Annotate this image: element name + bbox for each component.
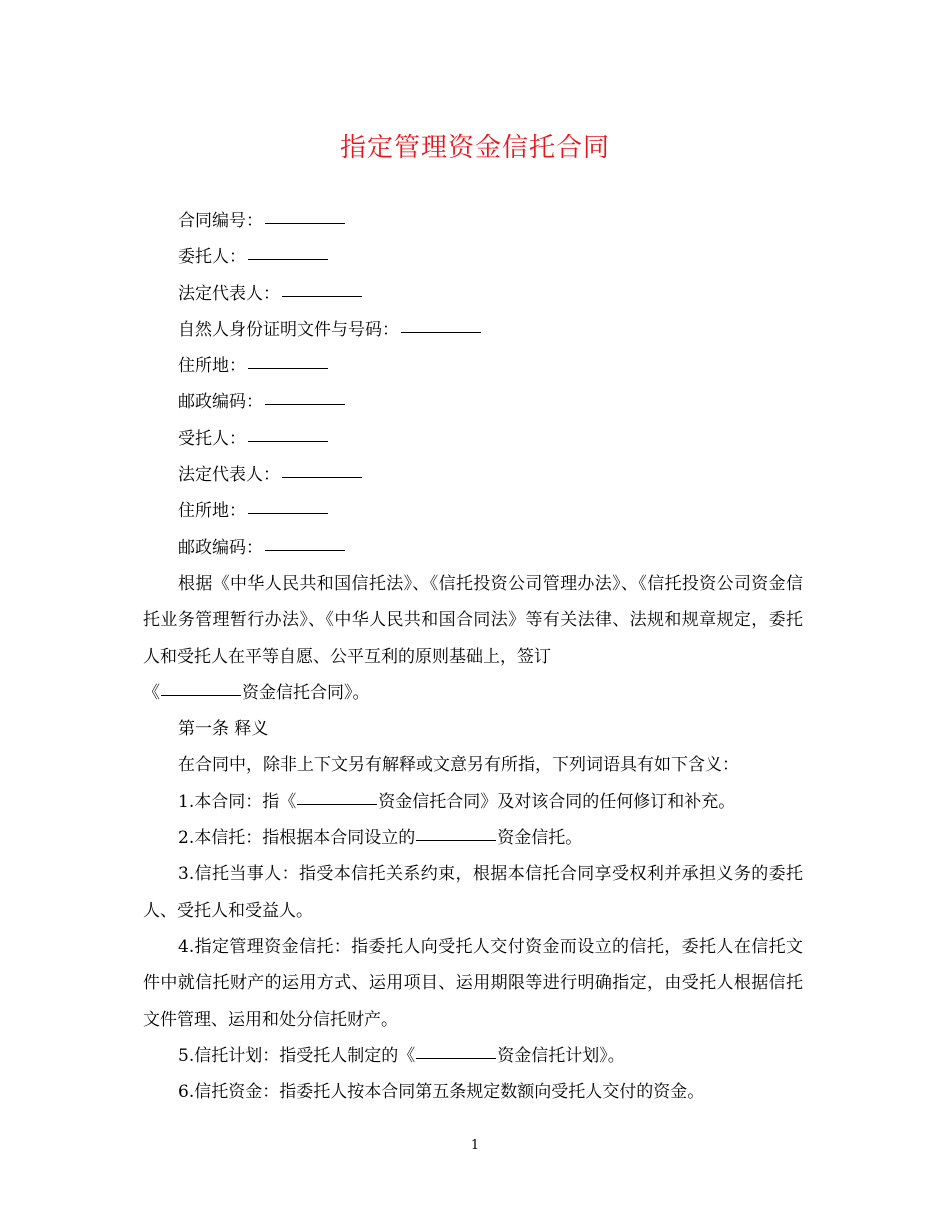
fill-in-blank bbox=[161, 694, 241, 696]
document-title: 指定管理资金信托合同 bbox=[339, 133, 610, 163]
field-contract-no bbox=[143, 203, 803, 239]
fill-in-blank bbox=[265, 403, 345, 405]
fill-in-blank bbox=[248, 258, 328, 260]
field-trustee-postcode bbox=[143, 530, 803, 566]
field-truster-postcode bbox=[143, 384, 803, 420]
field-truster-representative bbox=[143, 276, 803, 312]
field-trustee-address bbox=[143, 493, 803, 529]
field-label: 法定代表人： bbox=[178, 283, 280, 304]
field-label: 住所地： bbox=[178, 501, 246, 522]
page-number: 1 bbox=[470, 1138, 480, 1153]
fill-in-blank bbox=[297, 803, 377, 805]
definition-item-1 bbox=[143, 784, 803, 820]
definition-text: 2.本信托：指根据本合同设立的 bbox=[178, 828, 416, 849]
definition-text: 资金信托合同》及对该合同的任何修订和补充。 bbox=[378, 791, 736, 812]
field-label: 邮政编码： bbox=[178, 537, 263, 558]
definition-text: 资金信托计划》。 bbox=[497, 1045, 625, 1066]
field-trustee bbox=[143, 421, 803, 457]
field-label: 自然人身份证明文件与号码： bbox=[178, 319, 399, 340]
definition-text: 1.本合同：指《 bbox=[178, 791, 297, 812]
definition-item-2 bbox=[143, 820, 803, 856]
field-trustee-representative bbox=[143, 457, 803, 493]
document-body bbox=[143, 203, 803, 1110]
preamble-contract-name: 资金信托合同》。 bbox=[242, 682, 370, 703]
definition-text: 资金信托。 bbox=[497, 828, 583, 849]
field-label: 受托人： bbox=[178, 428, 246, 449]
field-label: 邮政编码： bbox=[178, 392, 263, 413]
preamble-open-bracket: 《 bbox=[143, 682, 160, 703]
definition-text: 5.信托计划：指受托人制定的《 bbox=[178, 1045, 416, 1066]
fill-in-blank bbox=[265, 549, 345, 551]
field-truster bbox=[143, 239, 803, 275]
fill-in-blank bbox=[401, 331, 481, 333]
preamble-paragraph bbox=[143, 566, 803, 675]
fill-in-blank bbox=[416, 839, 496, 841]
preamble-closing-line bbox=[143, 675, 803, 711]
fill-in-blank bbox=[248, 440, 328, 442]
field-label: 委托人： bbox=[178, 247, 246, 268]
article-1-heading: 第一条 释义 bbox=[178, 719, 269, 740]
definition-item-5 bbox=[143, 1038, 803, 1074]
field-label: 合同编号： bbox=[178, 211, 263, 231]
fill-in-blank bbox=[416, 1057, 496, 1059]
definition-item-4: 4.指定管理资金信托：指委托人向受托人交付资金而设立的信托，委托人在信托文件中就信托财产的运用方式、运用项目、运用期限等进行明确指定，由受托人根据信托文件管理、运用和处分信托财产。 bbox=[143, 936, 803, 1030]
field-natural-person-id bbox=[143, 312, 803, 348]
fill-in-blank bbox=[248, 367, 328, 369]
fill-in-blank bbox=[282, 295, 362, 297]
fill-in-blank bbox=[265, 222, 345, 224]
fill-in-blank bbox=[282, 476, 362, 478]
preamble-text: 根据《中华人民共和国信托法》、《信托投资公司管理办法》、《信托投资公司资金信托业务管理暂行办法》、《中华人民共和国合同法》等有关法律、法规和规章规定，委托人和受托人在平等自愿、公平互利的原则基础上，签订 bbox=[143, 573, 803, 667]
definition-item-3: 3.信托当事人：指受本信托关系约束，根据本信托合同享受权利并承担义务的委托人、受托人和受益人。 bbox=[143, 864, 803, 921]
definition-item-6: 6.信托资金：指委托人按本合同第五条规定数额向受托人交付的资金。 bbox=[178, 1082, 705, 1103]
article-1-intro: 在合同中，除非上下文另有解释或文意另有所指，下列词语具有如下含义： bbox=[178, 755, 739, 776]
field-label: 法定代表人： bbox=[178, 465, 280, 486]
field-label: 住所地： bbox=[178, 356, 246, 377]
fill-in-blank bbox=[248, 512, 328, 514]
field-truster-address bbox=[143, 348, 803, 384]
